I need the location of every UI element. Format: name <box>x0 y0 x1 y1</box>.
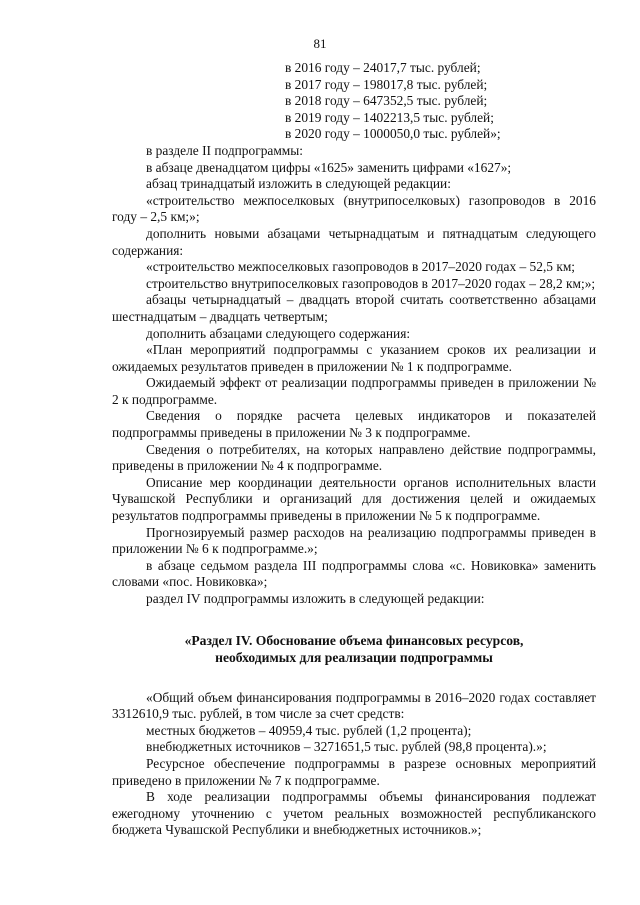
year-amount-2018: в 2018 году – 647352,5 тыс. рублей; <box>285 93 488 109</box>
paragraph: Ресурсное обеспечение подпрограммы в разрезе основных мероприятий приведено в приложении № 7 к подпрограмме. <box>112 755 596 788</box>
paragraph: местных бюджетов – 40959,4 тыс. рублей (1,2 процента); <box>146 722 472 738</box>
paragraph: «строительство межпоселковых (внутрипоселковых) газопроводов в 2016 году – 2,5 км;»; <box>112 192 596 225</box>
paragraph: строительство внутрипоселковых газопроводов в 2017–2020 годах – 28,2 км;»; <box>146 275 596 291</box>
paragraph: дополнить абзацами следующего содержания: <box>146 325 411 341</box>
year-amount-2019: в 2019 году – 1402213,5 тыс. рублей; <box>285 109 494 125</box>
paragraph: абзац тринадцатый изложить в следующей редакции: <box>146 176 451 192</box>
paragraph: «строительство межпоселковых газопроводов в 2017–2020 годах – 52,5 км; <box>146 259 576 275</box>
paragraph: В ходе реализации подпрограммы объемы финансирования подлежат ежегодному уточнению с учетом реальных возможностей республиканского бюджета Чувашской Республики и внебюджетных источников.»; <box>112 789 596 838</box>
section-heading-line: «Раздел IV. Обоснование объема финансовых ресурсов, <box>184 632 524 648</box>
yearly-amounts-list <box>285 60 596 143</box>
section-heading <box>112 632 596 666</box>
year-amount-2016: в 2016 году – 24017,7 тыс. рублей; <box>285 60 481 75</box>
year-amount-2020: в 2020 году – 1000050,0 тыс. рублей»; <box>285 126 501 142</box>
paragraph: раздел IV подпрограммы изложить в следующей редакции: <box>146 591 485 606</box>
paragraph: «План мероприятий подпрограммы с указанием сроков их реализации и ожидаемых результатов приведен в приложении № 1 к подпрограмме. <box>112 342 596 374</box>
paragraph: дополнить новыми абзацами четырнадцатым и пятнадцатым следующего содержания: <box>112 225 596 258</box>
paragraph: Описание мер координации деятельности органов исполнительных власти Чувашской Республики и организаций для достижения целей и ожидаемых результатов подпрограммы приведены в приложении № 5 к подпрограмме. <box>112 474 596 524</box>
paragraph: внебюджетных источников – 3271651,5 тыс. рублей (98,8 процента).»; <box>146 739 547 755</box>
year-amount-2017: в 2017 году – 198017,8 тыс. рублей; <box>285 76 488 92</box>
paragraph: Ожидаемый эффект от реализации подпрограммы приведен в приложении № 2 к подпрограмме. <box>112 375 596 407</box>
paragraph: абзацы четырнадцатый – двадцать второй считать соответственно абзацами шестнадцатым – двадцать четвертым; <box>112 292 596 324</box>
document-body <box>112 60 596 839</box>
paragraph: Прогнозируемый размер расходов на реализацию подпрограммы приведен в приложении № 6 к подпрограмме.»; <box>112 524 596 557</box>
section-heading-line: необходимых для реализации подпрограммы <box>215 649 493 665</box>
paragraph: в абзаце двенадцатом цифры «1625» заменить цифрами «1627»; <box>146 159 512 175</box>
paragraph: «Общий объем финансирования подпрограммы в 2016–2020 годах составляет 3312610,9 тыс. рублей, в том числе за счет средств: <box>112 689 596 722</box>
paragraph: Сведения о порядке расчета целевых индикаторов и показателей подпрограммы приведены в приложении № 3 к подпрограмме. <box>112 408 596 441</box>
page-number: 81 <box>313 36 327 51</box>
paragraph: в абзаце седьмом раздела III подпрограммы слова «с. Новиковка» заменить словами «пос. Новиковка»; <box>112 557 596 590</box>
paragraph: Сведения о потребителях, на которых направлено действие подпрограммы, приведены в приложении № 4 к подпрограмме. <box>112 441 596 474</box>
paragraph: в разделе II подпрограммы: <box>146 142 303 158</box>
